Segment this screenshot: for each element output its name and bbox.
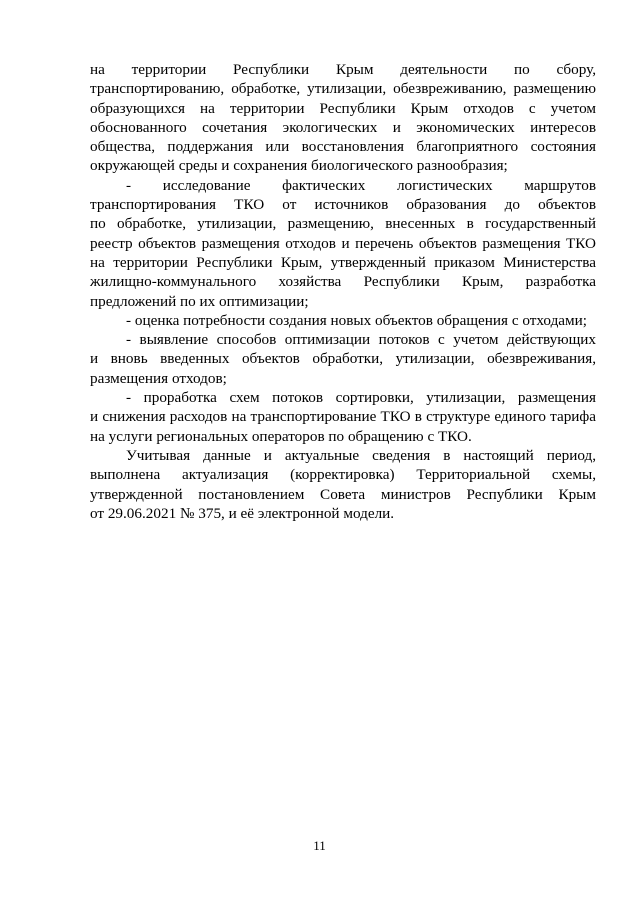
text-line: размещения отходов; [90, 369, 227, 387]
text-line: по обработке, утилизации, размещению, внесенных в государственный [90, 215, 596, 233]
text-line: на услуги региональных операторов по обращению с ТКО. [90, 427, 472, 445]
text-line: транспортирования ТКО от источников образования до объектов [90, 196, 596, 214]
text-line: окружающей среды и сохранения биологического разнообразия; [90, 157, 508, 175]
text-line: и снижения расходов на транспортирование ТКО в структуре единого тарифа [90, 408, 596, 426]
text-line: образующихся на территории Республики Крым отходов с учетом [90, 99, 596, 117]
text-line: утвержденной постановлением Совета министров Республики Крым [90, 485, 596, 503]
page-number: 11 [313, 838, 326, 853]
text-line: на территории Республики Крым, утвержденный приказом Министерства [90, 253, 596, 271]
document-body-text [90, 60, 596, 523]
text-line: транспортированию, обработке, утилизации, обезвреживанию, размещению [90, 80, 596, 98]
text-line: на территории Республики Крым деятельности по сбору, [90, 61, 596, 78]
text-line: - оценка потребности создания новых объектов обращения с отходами; [126, 311, 587, 329]
text-line: реестр объектов размещения отходов и перечень объектов размещения ТКО [90, 234, 596, 252]
text-line: и вновь введенных объектов обработки, утилизации, обезвреживания, [90, 350, 596, 368]
text-line: от 29.06.2021 № 375, и её электронной модели. [90, 504, 395, 522]
text-line: - выявление способов оптимизации потоков с учетом действующих [126, 331, 596, 349]
text-line: выполнена актуализация (корректировка) Территориальной схемы, [90, 466, 596, 484]
text-line: жилищно-коммунального хозяйства Республики Крым, разработка [90, 273, 596, 291]
text-line: предложений по их оптимизации; [90, 292, 309, 310]
text-line: общества, поддержания или восстановления благоприятного состояния [90, 138, 596, 156]
text-line: обоснованного сочетания экологических и экономических интересов [90, 118, 596, 136]
text-line: - исследование фактических логистических маршрутов [126, 176, 596, 194]
text-line: Учитывая данные и актуальные сведения в настоящий период, [126, 446, 596, 464]
text-line: - проработка схем потоков сортировки, утилизации, размещения [126, 389, 596, 407]
